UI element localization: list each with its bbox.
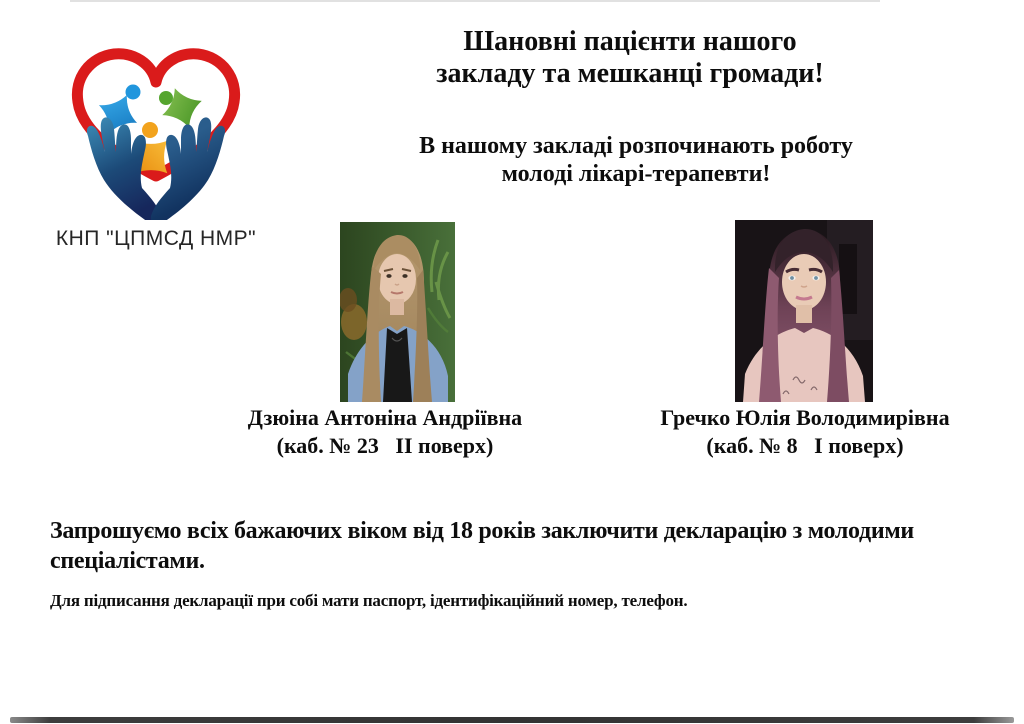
title-line-1: Шановні пацієнти нашого: [463, 26, 797, 57]
page-title: [300, 26, 960, 90]
subtitle-line-2: молоді лікарі-терапевти!: [501, 161, 771, 187]
doctor-room: (каб. № 23 ІІ поверх): [276, 433, 494, 458]
org-name: КНП "ЦПМСД НМР": [55, 227, 257, 250]
doctor-photo-dziuina: [340, 222, 455, 402]
doctor-caption-hrechko: [605, 404, 1005, 460]
portrait-1-illustration: [340, 222, 455, 402]
invitation-text: Запрошуємо всіх бажаючих віком від 18 років заключити декларацію з молодими спеціалістами.: [50, 518, 914, 574]
doctor-room: (каб. № 8 І поверх): [706, 433, 904, 458]
portrait-2-illustration: [735, 220, 873, 402]
doctor-photo-hrechko: [735, 220, 873, 402]
subtitle-line-1: В нашому закладі розпочинають роботу: [419, 133, 853, 159]
heart-hands-logo-icon: [54, 40, 258, 220]
scan-artifact-top-line: [70, 0, 880, 2]
clinic-logo: [52, 40, 260, 251]
title-line-2: закладу та мешканці громади!: [436, 58, 824, 89]
page-subtitle: [300, 132, 972, 188]
scan-artifact-bottom-strip: [10, 717, 1014, 723]
doctor-caption-dziuina: [185, 404, 585, 460]
doctor-name: Дзюіна Антоніна Андріївна: [247, 405, 523, 430]
requirements-text: Для підписання декларації при собі мати паспорт, ідентифікаційний номер, телефон.: [50, 591, 688, 610]
doctor-name: Гречко Юлія Володимирівна: [660, 405, 950, 430]
